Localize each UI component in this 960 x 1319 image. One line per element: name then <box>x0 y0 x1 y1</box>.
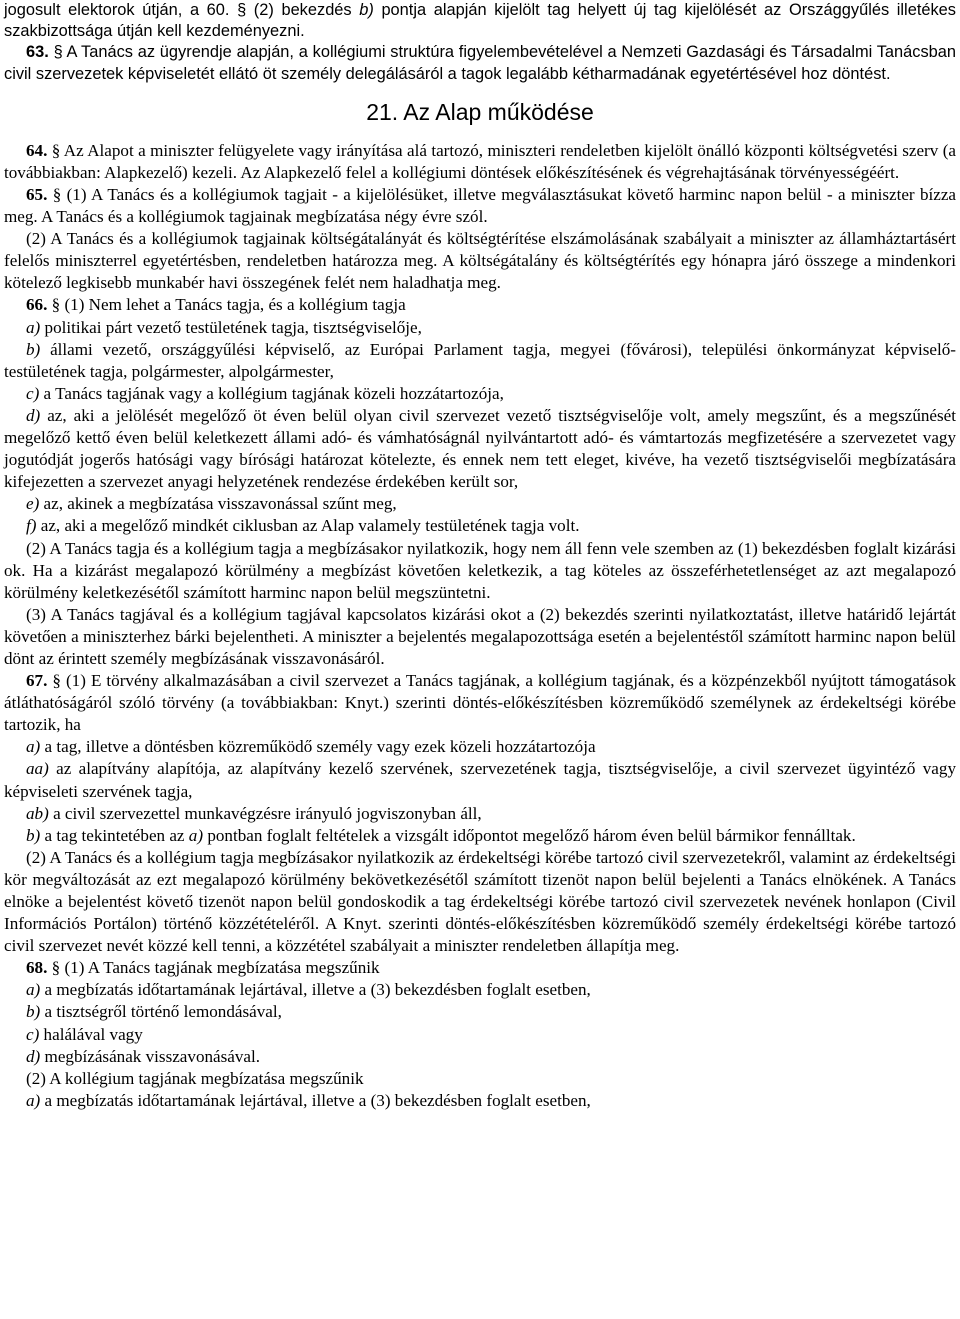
text-run: a Tanács tagjának vagy a kollégium tagjának közeli hozzátartozója, <box>39 383 504 403</box>
text-run: (3) A Tanács tagjával és a kollégium tagjával kapcsolatos kizárási okot a (2) bekezdés szerinti nyilatkoztatást, illetve határidő lejártát követően a miniszterhez bárki bejelentheti. A miniszter a bejelentés megalapozottsága esetén a bejelentéstől számított harminc napon belül dönt az érintett személy megbízásának visszavonásáról. <box>4 604 956 668</box>
point-label: c) <box>26 383 40 403</box>
text-run: § (1) A Tanács és a kollégiumok tagjait - a kijelölésüket, illetve megválasztásukat követő harminc napon belül - a miniszter bízza meg. A Tanács és a kollégiumok tagjainak megbízatása négy évre szól. <box>4 185 956 227</box>
point-label: b) <box>26 339 41 359</box>
point-label: a) <box>26 980 41 1000</box>
text-run: politikai párt vezető testületének tagja, tisztségviselője, <box>40 317 422 337</box>
paragraph <box>4 979 956 1001</box>
section-number: 64. <box>26 140 48 160</box>
section-number: 63. <box>26 43 49 62</box>
paragraph <box>4 825 956 847</box>
paragraph <box>4 405 956 493</box>
paragraph <box>4 317 956 339</box>
text-run: az, aki a megelőző mindkét ciklusban az Alap valamely testületének tagja volt. <box>36 516 580 536</box>
paragraph <box>4 42 956 84</box>
section-number: 65. <box>26 185 48 204</box>
text-run: § (1) A Tanács tagjának megbízatása megszűnik <box>47 958 380 978</box>
point-label: b) <box>26 1002 41 1022</box>
paragraph <box>4 1001 956 1023</box>
paragraph <box>4 758 956 802</box>
text-run: az, aki a jelölését megelőző öt éven belül olyan civil szervezet vezető tisztségviselője volt, amely megszűnt, és a megszűnését megelőző kettő éven belül keletkezett állami adó- és vámhatóságnál nyilvántartott adó- és vámtartozás megfizetésére a szervezetet vagy jogutódját jogerős hatósági vagy bírósági határozat kötelezte, és ennek nem tett eleget, kivéve, ha vezető tisztségviselői megbízatására kifejezetten a szervezet anyagi helyzetének rendezése érdekében került sor, <box>4 405 956 492</box>
paragraph <box>4 803 956 825</box>
text-run: a civil szervezettel munkavégzésre irányuló jogviszonyban áll, <box>48 803 482 823</box>
text-run: megbízásának visszavonásával. <box>40 1046 261 1066</box>
text-run: pontja alapján kijelölt tag helyett új tag kijelölését az Országgyűlés illetékes szakbizottsága útján kell kezdeményezni. <box>4 1 956 41</box>
text-run: a megbízatás időtartamának lejártával, illetve a (3) bekezdésben foglalt esetben, <box>40 980 591 1000</box>
text-run: pontban foglalt feltételek a vizsgált időpontot megelőző három éven belül bármikor fennálltak. <box>203 825 856 845</box>
text-run: az alapítvány alapítója, az alapítvány kezelő szervének, szervezetének tagja, tisztségviselője, a civil szervezet ügyintéző vagy képviseleti szervének tagja, <box>4 759 956 801</box>
text-run: § Az Alapot a miniszter felügyelete vagy irányítása alá tartozó, miniszteri rendeletben kijelölt önálló központi költségvetési szerv (a továbbiakban: Alapkezelő) kezeli. Az Alapkezelő felel a kollégiumi döntések előkészítésének és végrehajtásának törvényességéért. <box>4 140 956 182</box>
paragraph <box>4 538 956 604</box>
paragraph <box>4 228 956 294</box>
section-number: 67. <box>26 671 48 691</box>
point-label: a) <box>188 825 204 845</box>
paragraph <box>4 1046 956 1068</box>
text-run: § (1) E törvény alkalmazásában a civil szervezet a Tanács tagjának, a kollégium tagjának, és a közpénzekből nyújtott támogatások átláthatóságáról szóló törvény (a továbbiakban: Knyt.) szerinti döntés-előkészítésben közreműködő személynek az érdekeltségi körébe tartozik, ha <box>4 671 956 735</box>
paragraph <box>4 294 956 316</box>
paragraph <box>4 847 956 957</box>
text-run: 21. Az Alap működése <box>366 98 594 125</box>
point-label: a) <box>26 737 41 757</box>
paragraph <box>4 493 956 515</box>
paragraph <box>4 0 956 42</box>
point-label: a) <box>26 1090 41 1110</box>
text-run: (2) A Tanács tagja és a kollégium tagja a megbízásakor nyilatkozik, hogy nem áll fenn vele szemben az (1) bekezdésben foglalt kizárási ok. Ha a kizárást megalapozó körülmény a megbízást követően keletkezik, a tag köteles az összeférhetetlenséget az azt megalapozó körülmény keletkezésétől számított harminc napon belül megszüntetni. <box>4 538 956 602</box>
paragraph <box>4 515 956 537</box>
point-label: d) <box>26 405 41 425</box>
text-run: a tisztségről történő lemondásával, <box>40 1002 282 1022</box>
point-label: aa) <box>26 759 49 779</box>
text-run: § A Tanács az ügyrendje alapján, a kollégiumi struktúra figyelembevételével a Nemzeti Gazdasági és Társadalmi Tanácsban civil szervezetek képviseletét ellátó öt személy delegálásáról a tagok legalább kétharmadának egyetértésével hoz döntést. <box>4 43 956 83</box>
text-run: állami vezető, országgyűlési képviselő, az Európai Parlament tagja, megyei (fővárosi), települési önkormányzat képviselő-testületének tagja, polgármester, alpolgármester, <box>4 339 956 381</box>
paragraph <box>4 604 956 670</box>
paragraph <box>4 184 956 228</box>
point-label: b) <box>359 1 374 19</box>
text-run: halálával vagy <box>39 1024 143 1044</box>
text-run: § (1) Nem lehet a Tanács tagja, és a kollégium tagja <box>47 295 406 315</box>
text-run: a tag tekintetében az <box>40 825 189 845</box>
text-run: (2) A Tanács és a kollégiumok tagjainak költségátalányát és költségtérítése elszámolásának szabályait a miniszter az államháztartásért felelős miniszterrel egyetértésben, rendeletben határozza meg. A költségátalány és költségtérítés egy hónapra járó összege a mindenkori kötelező legkisebb munkabér havi összegének felét nem haladhatja meg. <box>4 229 956 293</box>
paragraph <box>4 1090 956 1112</box>
paragraph <box>4 339 956 383</box>
paragraph <box>4 670 956 736</box>
text-run: a megbízatás időtartamának lejártával, illetve a (3) bekezdésben foglalt esetben, <box>40 1090 591 1110</box>
point-label: e) <box>26 494 40 514</box>
paragraph <box>4 736 956 758</box>
text-run: (2) A kollégium tagjának megbízatása megszűnik <box>26 1068 364 1088</box>
paragraph <box>4 383 956 405</box>
section-number: 68. <box>26 958 48 978</box>
text-run: a tag, illetve a döntésben közreműködő személy vagy ezek közeli hozzátartozója <box>40 737 596 757</box>
point-label: ab) <box>26 803 49 823</box>
point-label: c) <box>26 1024 40 1044</box>
text-run: (2) A Tanács és a kollégium tagja megbízásakor nyilatkozik az érdekeltségi körébe tartozó civil szervezetekről, valamint az érdekeltségi kör megváltozását az ezt megalapozó körülmény bekövetkezésétől számított tizenöt napon belül bejelenti a Tanács elnökének. A Tanács elnöke a bejelentést követő tizenöt napon belül gondoskodik a tag érdekeltségi körébe tartozó civil szervezetek nevének honlapon (Civil Információs Portálon) történő közzétételéről. A Knyt. szerinti döntés-előkészítésben közreműködő személy érdekeltségi körébe tartozó civil szervezet nevét közzé kell tenni, a közzététel szabályait a miniszter rendeletben állapítja meg. <box>4 847 956 956</box>
point-label: d) <box>26 1046 41 1066</box>
paragraph <box>4 1024 956 1046</box>
section-number: 66. <box>26 295 48 315</box>
text-run: jogosult elektorok útján, a 60. § (2) bekezdés <box>4 1 360 19</box>
point-label: a) <box>26 317 41 337</box>
text-run: az, akinek a megbízatása visszavonással szűnt meg, <box>39 494 397 514</box>
point-label: b) <box>26 825 41 845</box>
section-heading <box>4 85 956 140</box>
paragraph <box>4 140 956 184</box>
paragraph <box>4 1068 956 1090</box>
point-label: f) <box>26 516 37 536</box>
paragraph <box>4 957 956 979</box>
